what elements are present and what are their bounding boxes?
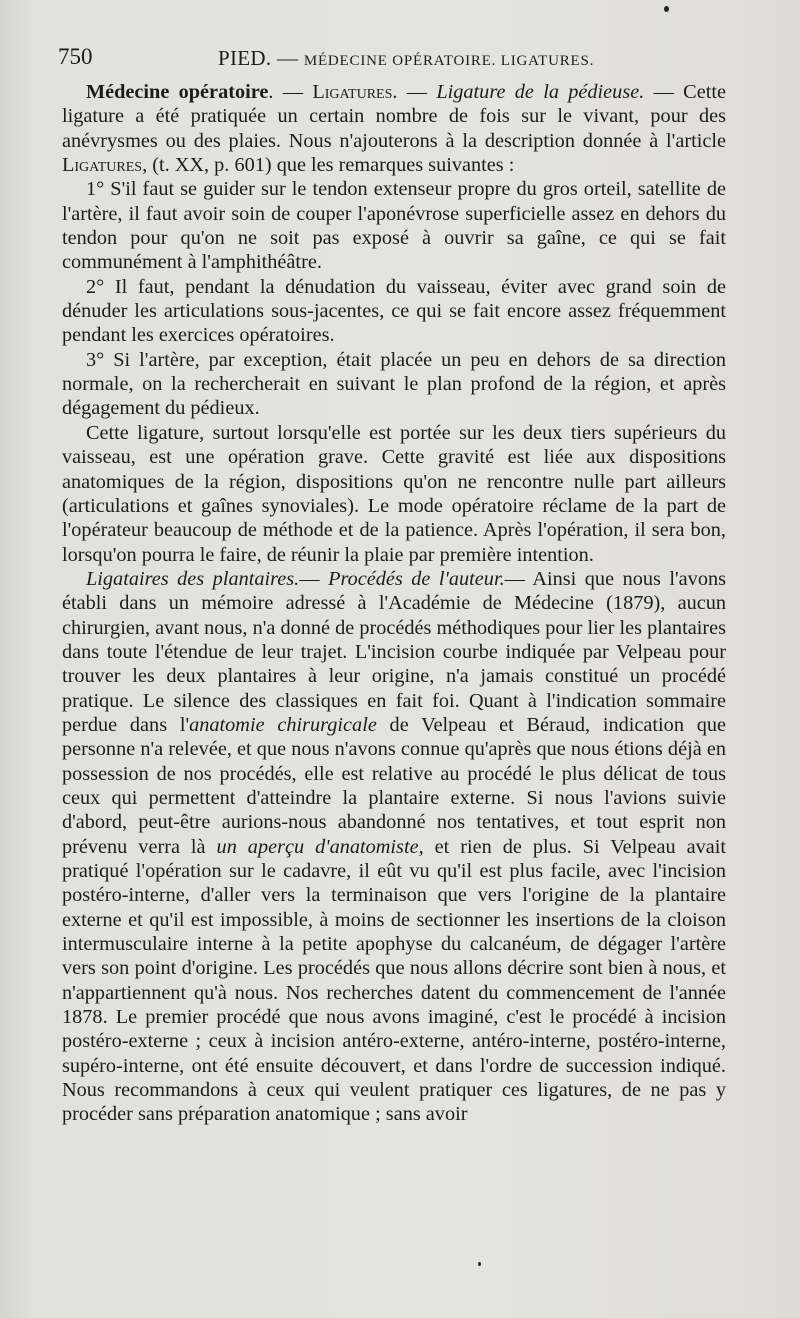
- section-heading: Médecine opératoire: [86, 81, 269, 103]
- text-run: , et rien de plus. Si Velpeau avait pratiqué l'opération sur le cadavre, il eût vu qu'il est plus facile, avec l'incision postéro-interne, d'aller vers la terminaison que vers l'origine de la plantaire externe et qu'il est impossible, à moins de sectionner les insertions de la cloison intermusculaire interne à la petite apophyse du calcanéum, de dégager l'artère vers son point d'origine. Les procédés que nous allons décrire sont bien à nous, et n'appartiennent qu'à nous. Nos recherches datent du commencement de l'année 1878. Le premier procédé que nous avons imaginé, c'est le procédé à incision postéro-externe ; ceux à incision antéro-externe, antéro-interne, postéro-interne, supéro-interne, ont été ensuite découvert, et dans l'ordre de succession indiqué. Nous recommandons à ceux qui veulent pratiquer ces ligatures, de ne pas y procéder sans préparation anatomique ; sans avoir: [62, 835, 726, 1126]
- subsection-title-procedes: Procédés de l'auteur.: [328, 567, 505, 590]
- paragraph-pedieuse: [62, 80, 726, 177]
- paragraph-gravity: Cette ligature, surtout lorsqu'elle est portée sur les deux tiers supérieurs du vaisseau, est une opération grave. Cette gravité est liée aux dispositions anatomiques de la région, dispositions qu'on ne rencontre nulle part ailleurs (articulations et gaînes synoviales). Le mode opératoire réclame de la part de l'opérateur beaucoup de méthode et de la patience. Après l'opération, il sera bon, lorsqu'on pourra le faire, de réunir la plaie par première intention.: [62, 421, 726, 566]
- running-title: [218, 46, 594, 71]
- text-run: — Ainsi que nous l'avons établi dans un mémoire adressé à l'Académie de Médecine (1879), aucun chirurgien, avant nous, n'a donné de procédés méthodiques pour lier les plantaires dans toute l'étendue de leur trajet. L'incision courbe indiquée par Velpeau pour trouver les deux plantaires à leur origine, n'a jamais constitué un procédé pratique. Le silence des classiques en fait foi. Quant à l'indication sommaire perdue dans l': [62, 567, 726, 736]
- text-run: . —: [392, 81, 437, 103]
- text-run: — Cette ligature a été pratiquée un certain nombre de fois sur le vivant, pour des anévrysmes ou des plaies. Nous n'ajouterons à la description donnée à l'article: [62, 81, 726, 152]
- running-title-small: MÉDECINE OPÉRATOIRE. LIGATURES.: [303, 53, 595, 69]
- ink-speck: [478, 1262, 481, 1266]
- paragraph-remark-3: 3° Si l'artère, par exception, était placée un peu en dehors de sa direction normale, on la rechercherait en suivant le plan profond de la région, et après dégagement du pédieux.: [62, 348, 726, 420]
- text-run: —: [299, 567, 329, 590]
- paragraph-plantaires: [62, 567, 726, 1127]
- text-run: . —: [268, 81, 313, 103]
- ligatures-label: Ligatures: [312, 81, 393, 103]
- paragraph-remark-2: 2° Il faut, pendant la dénudation du vaisseau, éviter avec grand soin de dénuder les articulations sous-jacentes, ce qui se fait encore assez fréquemment pendant les exercices opératoires.: [62, 275, 726, 347]
- italic-apercu: un aperçu d'anatomiste: [216, 835, 419, 858]
- text-run: , (t. XX, p. 601) que les remarques suivantes :: [142, 154, 515, 177]
- body-text: [62, 80, 726, 1127]
- italic-anatomie-chirurgicale: anatomie chirurgicale: [189, 713, 377, 736]
- page-header: [58, 44, 778, 74]
- text-run: de Velpeau et Béraud, indication que personne n'a relevée, et que nous n'avons connue qu'après que nous étions déjà en possession de nos procédés, elle est relative au procédé le plus délicat de tous ceux qui permettent d'atteindre la plantaire externe. Si nous l'avions suivie d'abord, peut-être aurions-nous abandonné nos tentatives, et tout esprit non prévenu verra là: [62, 713, 726, 858]
- subsection-title-plantaires: Ligataires des plantaires.: [86, 567, 300, 590]
- ink-mark: [664, 6, 669, 12]
- running-title-main: PIED. —: [218, 46, 304, 70]
- ligatures-reference: Ligatures: [62, 154, 143, 177]
- page-number: 750: [58, 44, 93, 69]
- paragraph-remark-1: 1° S'il faut se guider sur le tendon extenseur propre du gros orteil, satellite de l'artère, il faut avoir soin de couper l'aponévrose superficielle assez en dehors du tendon pour qu'on ne soit pas exposé à ouvrir sa gaîne, ce qui se fait communément à l'amphithéâtre.: [62, 178, 726, 274]
- subsection-title: Ligature de la pédieuse.: [436, 81, 645, 103]
